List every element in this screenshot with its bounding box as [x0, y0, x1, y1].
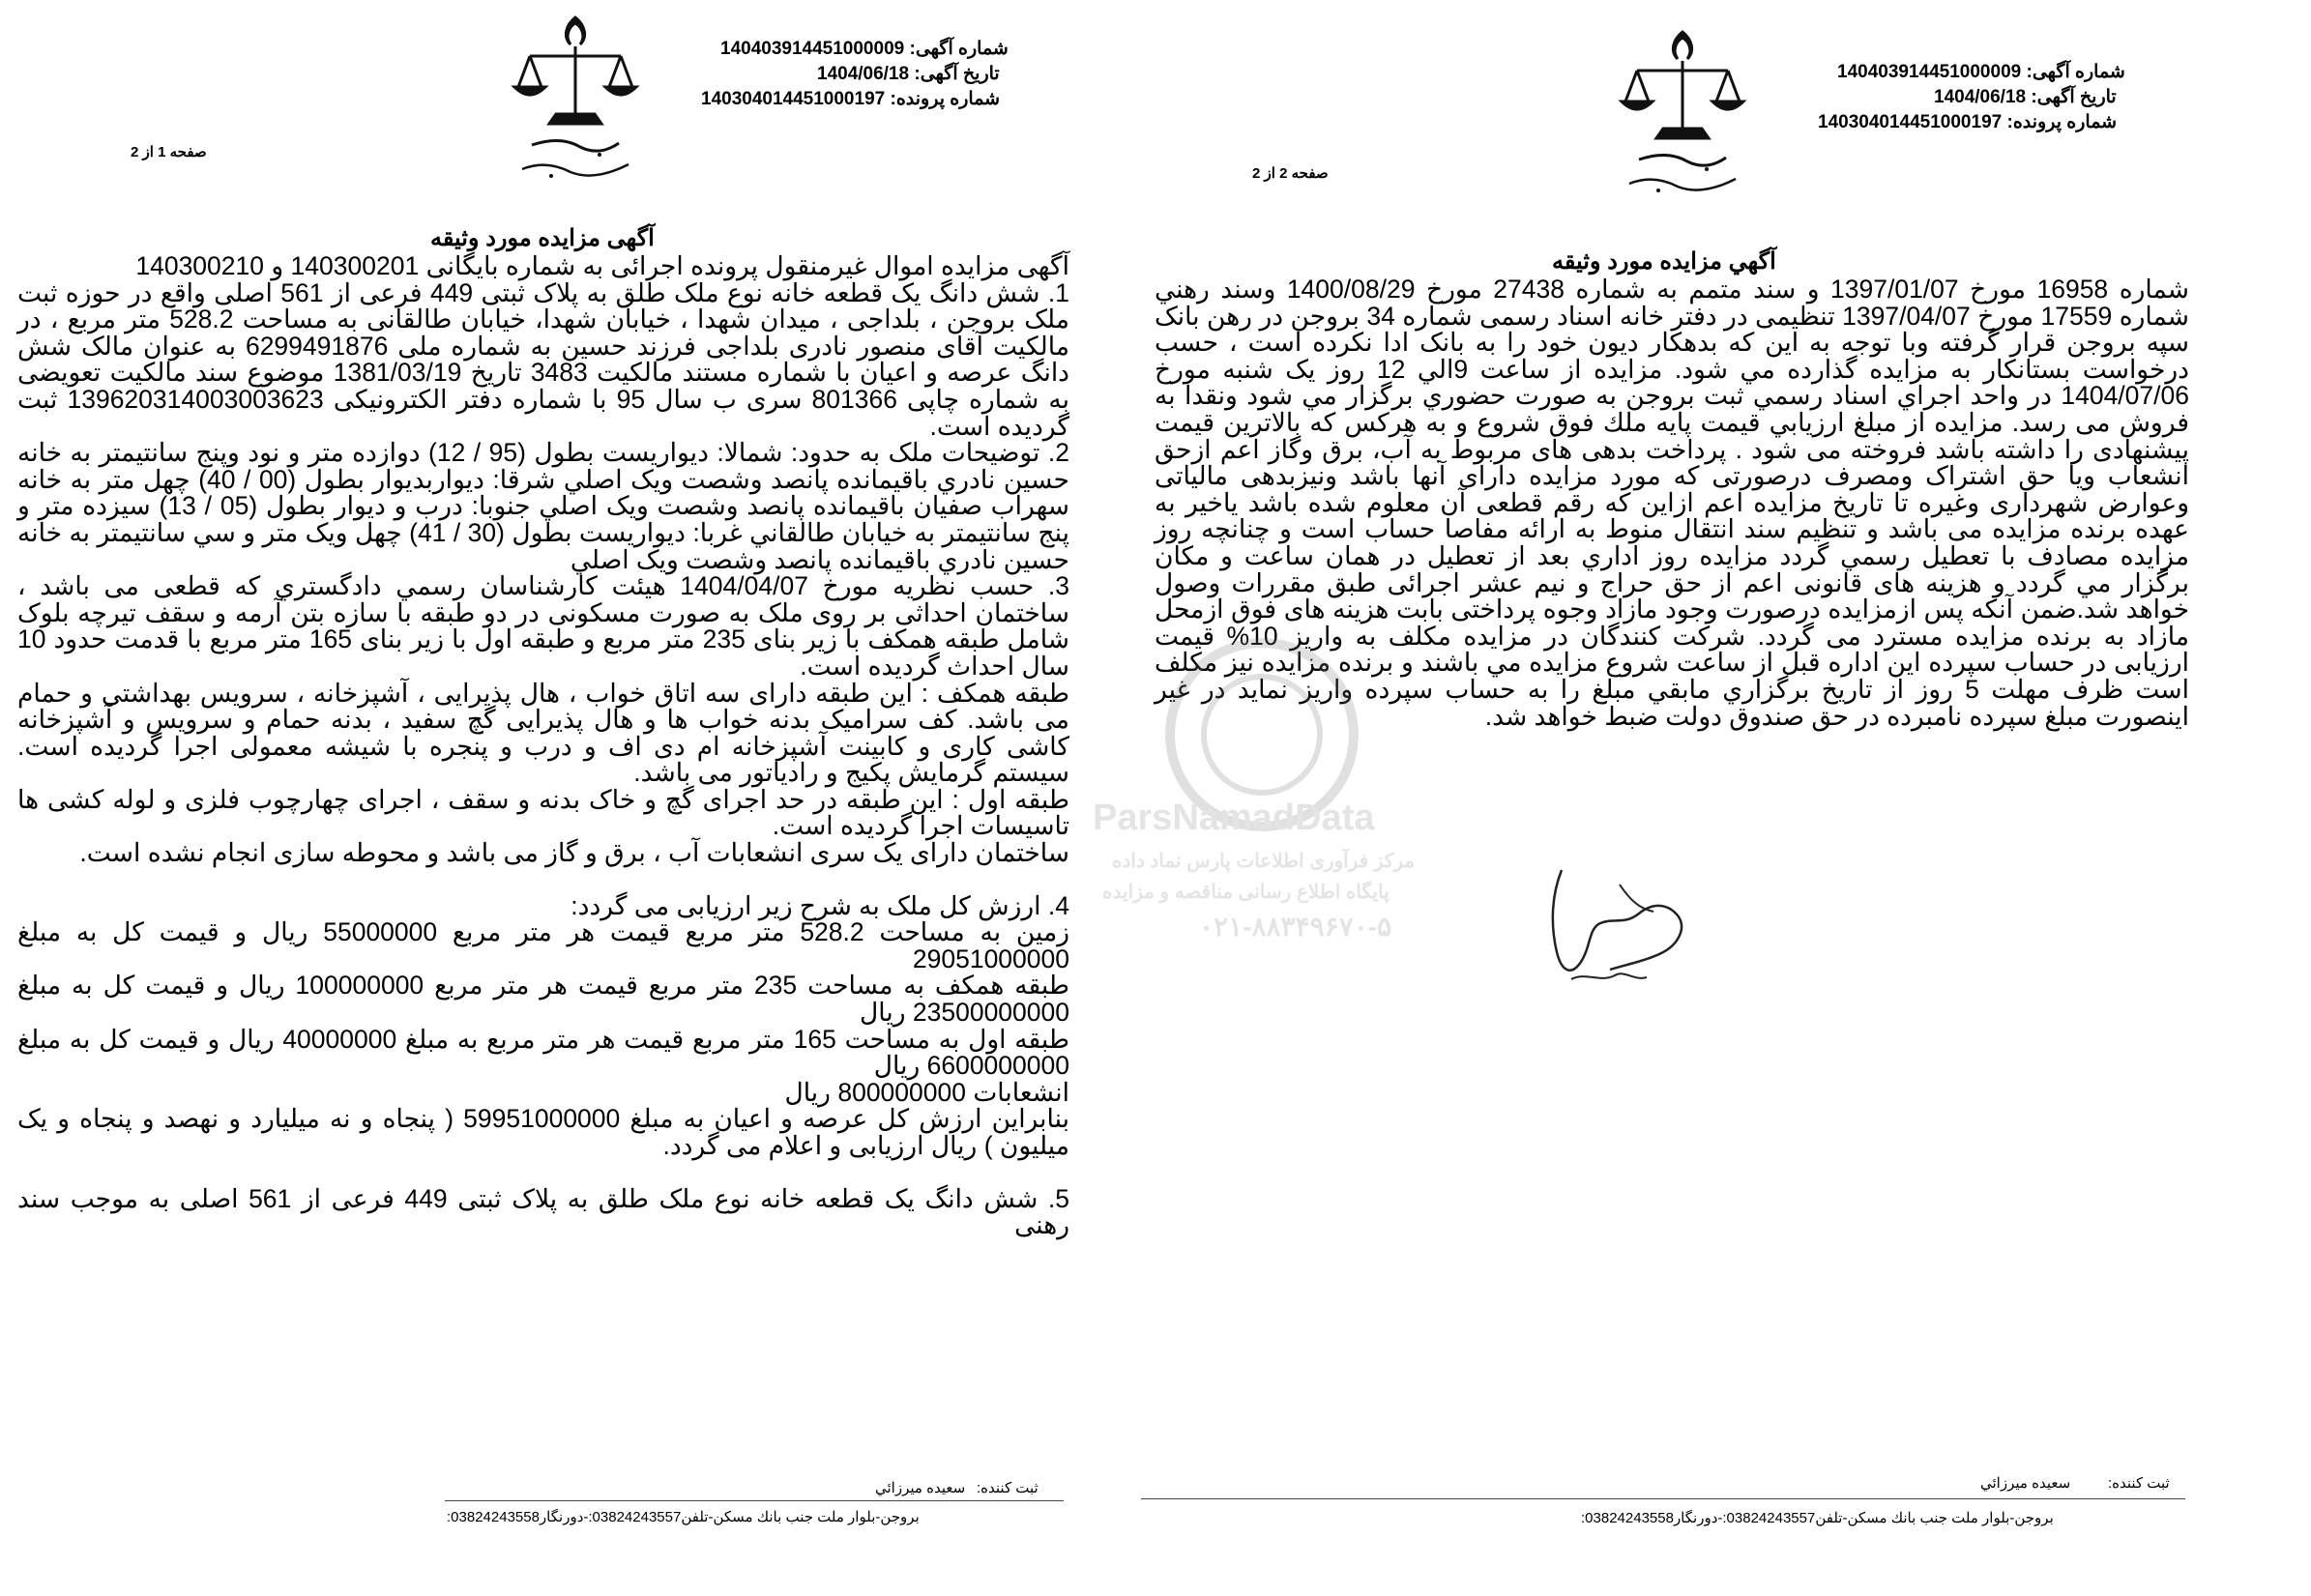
item-5-paragraph: 5. شش دانگ یک قطعه خانه نوع ملک طلق به پلاک ثبتی 449 فرعی از 561 اصلی به موجب سند رهنی [17, 1183, 1070, 1240]
scales-of-justice-emblem-icon [503, 0, 648, 189]
item-1-paragraph: 1. شش دانگ یک قطعه خانه نوع ملک طلق به پلاک ثبتی 449 فرعی از 561 اصلی واقع در حوزه ثبت ملک بروجن ، بلداجی ، میدان شهدا ، خیابان شهدا، خیابان طالقانی به مساحت 528.2 متر مربع ، در مالکیت آقای منصور نادری بلداجی فرزند حسین به شماره ملی 6299491876 به عنوان مالک شش دانگ عرصه و اعیان با شماره مستند مالکیت 3483 تاریخ 1381/03/19 موضوع سند مالکیت تعویضی به شماره چاپی 801366 سری ب سال 95 با شماره دفتر الکترونیکی 139620314003003623 ثبت گردیده است. [17, 277, 1069, 441]
file-number-row [1818, 110, 2117, 134]
footer-address: بروجن-بلوار ملت جنب بانك مسكن-تلفن03824243557:-دورنگار03824243558: [1581, 1510, 2054, 1526]
item-2-paragraph: 2. توضیحات ملک به حدود: شمالا: دیواریست بطول (95 / 12) دوازده متر و نود وپنج سانتیمتر به خانه حسین نادري باقیمانده پانصد وشصت ویک اصلي شرقا: دیواربدیوار بطول (00 / 40) چهل متر به خانه سهراب صفیان باقیمانده پانصد وشصت ویک اصلي جنوبا: درب و دیوار بطول (05 / 13) سیزده متر و پنج سانتیمتر به خیابان طالقاني غربا: دیواریست بطول (30 / 41) چهل ویک متر و سي سانتیمتر به خانه حسین نادري باقیمانده پانصد وشصت ویک اصلي [17, 438, 1070, 574]
registrar-name: سعیده میرزائي [1980, 1475, 2071, 1492]
registrar-name: سعیده میرزائي [875, 1480, 966, 1496]
ad-date: 1404/06/18 [817, 64, 910, 84]
total-valuation: بنابراین ارزش کل عرصه و اعیان به مبلغ 59951000000 ( پنجاه و نه میلیارد و نهصد و پنجاه و یک میلیون ) ریال ارزیابی و اعلام می گردد. [17, 1104, 1069, 1160]
ad-date: 1404/06/18 [1934, 87, 2027, 107]
file-number: 140304014451000197 [701, 89, 886, 109]
ad-number: 140403914451000009 [720, 39, 905, 59]
item-4-heading: 4. ارزش کل ملک به شرح زیر ارزیابی می گردد: [570, 890, 1069, 920]
utilities-valuation: انشعابات 800000000 ریال [784, 1077, 1069, 1107]
ad-date-row [1934, 85, 2117, 109]
scales-of-justice-emblem-icon [1610, 15, 1755, 203]
auction-terms-paragraph: شماره 16958 مورخ 1397/01/07 و سند متمم به شماره 27438 مورخ 1400/08/29 وسند رهني شماره 17559 مورخ 1397/04/07 تنظیمی در دفتر خانه اسناد رسمی شماره 34 بروجن در رهن بانک سپه بروجن قرار گرفته وبا توجه به این که بدهکار دیون خود را به بانک ادا نکرده است ، حسب درخواست بستانکار به مزایده گذارده مي شود. مزايده از ساعت 9الي 12 روز یک شنبه مورخ 1404/07/06 در واحد اجراي اسناد رسمي ثبت بروجن به صورت حضوري برگزار مي شود ونقدا به فروش می رسد. مزایده از مبلغ ارزيابي قيمت پايه ملك فوق شروع و به هرکس که بالاترین قیمت پیشنهادی را داشته باشد فروخته می شود . پرداخت بدهی های مربوط به آب، برق وگاز اعم ازحق انشعاب ویا حق اشتراک ومصرف درصورتی که مورد مزایده دارای آنها باشد ونیزبدهی مالیاتی وعوارض شهرداری وغیره تا تاریخ مزایده اعم ازاین که رقم قطعی آن معلوم شده باشد یاخیر به عهده برنده مزایده می باشد و تنظیم سند انتقال منوط به ارائه مفاصا حساب است و چنانچه روز مزايده مصادف با تعطیل رسمي گردد مزايده روز اداري بعد از تعطيل در همان ساعت و مكان برگزار مي گردد و هزینه های قانونی اعم از حق حراج و نیم عشر اجرائی طبق مقررات وصول خواهد شد.ضمن آنکه پس ازمزایده درصورت وجود مازاد وجوه پرداختی بابت هزینه های فوق ازمحل مازاد به برنده مزایده مسترد می گردد. شرکت کنندگان در مزایده مکلف به واریز 10% قیمت ارزیابی در حساب سپرده این اداره قبل از ساعت شروع مزايده مي باشند و برنده مزایده نیز مکلف است ظرف مهلت 5 روز از تاريخ برگزاري مابقي مبلغ را به حساب سپرده واریز نماید در غیر اینصورت مبلغ سپرده نامبرده در حق صندوق دولت ضبط خواهد شد. [1155, 275, 2190, 731]
file-number: 140304014451000197 [1818, 112, 2003, 132]
ad-number-row [720, 37, 1009, 61]
first-floor-paragraph: طبقه اول : این طبقه در حد اجرای گچ و خاک بدنه و سقف ، اجرای چهارچوب فلزی و لوله کشی ها تاسیسات اجرا گردیده است. [17, 784, 1069, 841]
ad-date-label: تاریخ آگهی: [914, 64, 1000, 84]
page-number: صفحه 2 از 2 [1252, 165, 1329, 182]
judiciary-logo [1610, 15, 1755, 203]
footer-address: بروجن-بلوار ملت جنب بانك مسكن-تلفن03824243557:-دورنگار03824243558: [447, 1509, 920, 1525]
registrar-label: ثبت کننده: [2108, 1475, 2170, 1492]
file-number-row [701, 87, 1000, 111]
page-title: آگهی مزایده مورد وثیقه [430, 225, 655, 251]
utilities-paragraph: ساختمان دارای یک سری انشعابات آب ، برق و گاز می باشد و محوطه سازی انجام نشده است. [79, 838, 1069, 868]
watermark-line-1: مرکز فرآوری اطلاعات پارس نماد داده [1112, 851, 1416, 872]
ad-number-label: شماره آگهی: [2026, 62, 2125, 82]
page-2 [1141, 0, 2311, 1596]
item-3-paragraph: 3. حسب نظریه مورخ 1404/04/07 هیئت کارشناسان رسمي دادگستري که قطعی می باشد ، ساختمان احداثی بر روی ملک به صورت مسکونی در دو طبقه با سازه بتن آرمه و سقف تیرچه بلوک شامل طبقه همکف با زیر بنای 235 متر مربع و طبقه اول با زیر بنای 165 متر مربع با قدمت حدود 10 سال احداث گردیده است. [17, 571, 1070, 681]
ad-date-label: تاریخ آگهی: [2031, 87, 2117, 107]
announcement-body [1155, 276, 2189, 730]
spacer [17, 867, 1069, 893]
page-title: آگهي مزايده مورد وثيقه [1552, 248, 1776, 275]
watermark-brand: ParsNamadData [1093, 798, 1375, 838]
judiciary-logo [503, 0, 648, 189]
ad-date-row [817, 62, 1000, 86]
watermark-line-2: پایگاه اطلاع رسانی مناقصه و مزایده [1102, 882, 1390, 903]
registrar-label: ثبت کننده: [977, 1480, 1038, 1496]
spacer [17, 1160, 1069, 1186]
page-1 [0, 0, 1093, 1596]
page-number: صفحه 1 از 2 [131, 144, 207, 160]
ad-number-row [1837, 60, 2125, 84]
announcement-body [17, 253, 1069, 1239]
land-valuation: زمین به مساحت 528.2 متر مربع قیمت هر متر مربع 55000000 ریال و قیمت کل به مبلغ 29051000000 [17, 917, 1069, 973]
footer-divider [445, 1500, 1064, 1501]
ad-number: 140403914451000009 [1837, 62, 2022, 82]
file-number-label: شماره پرونده: [890, 89, 1001, 109]
registrar-signature-icon [1533, 856, 1697, 1001]
file-number-label: شماره پرونده: [2006, 112, 2118, 132]
footer-divider [1141, 1498, 2185, 1499]
first-floor-valuation: طبقه اول به مساحت 165 متر مربع قیمت هر متر مربع به مبلغ 40000000 ریال و قیمت کل به مبلغ 6600000000 ریال [17, 1024, 1069, 1081]
watermark-phone: ۰۲۱-۸۸۳۴۹۶۷۰-۵ [1199, 912, 1392, 942]
ground-floor-paragraph: طبقه همکف : این طبقه دارای سه اتاق خواب ، هال پذیرایی ، آشپزخانه ، سرویس بهداشتی و حمام می باشد. کف سرامیک بدنه خواب ها و هال پذیرایی گچ سفید ، بدنه حمام و سرویس و آشپزخانه کاشی کاری و کابینت آشپزخانه ام دی اف و درب و پنجره با شیشه معمولی اجرا گردیده است. سیستم گرمایش پکیج و رادیاتور می باشد. [17, 678, 1069, 788]
intro-line: آگهی مزایده اموال غیرمنقول پرونده اجرائی به شماره بایگانی 140300201 و 140300210 [135, 251, 1069, 280]
ad-number-label: شماره آگهی: [909, 39, 1009, 59]
ground-floor-valuation: طبقه همکف به مساحت 235 متر مربع قیمت هر متر مربع 100000000 ریال و قیمت کل به مبلغ 23500000000 ریال [17, 971, 1069, 1028]
